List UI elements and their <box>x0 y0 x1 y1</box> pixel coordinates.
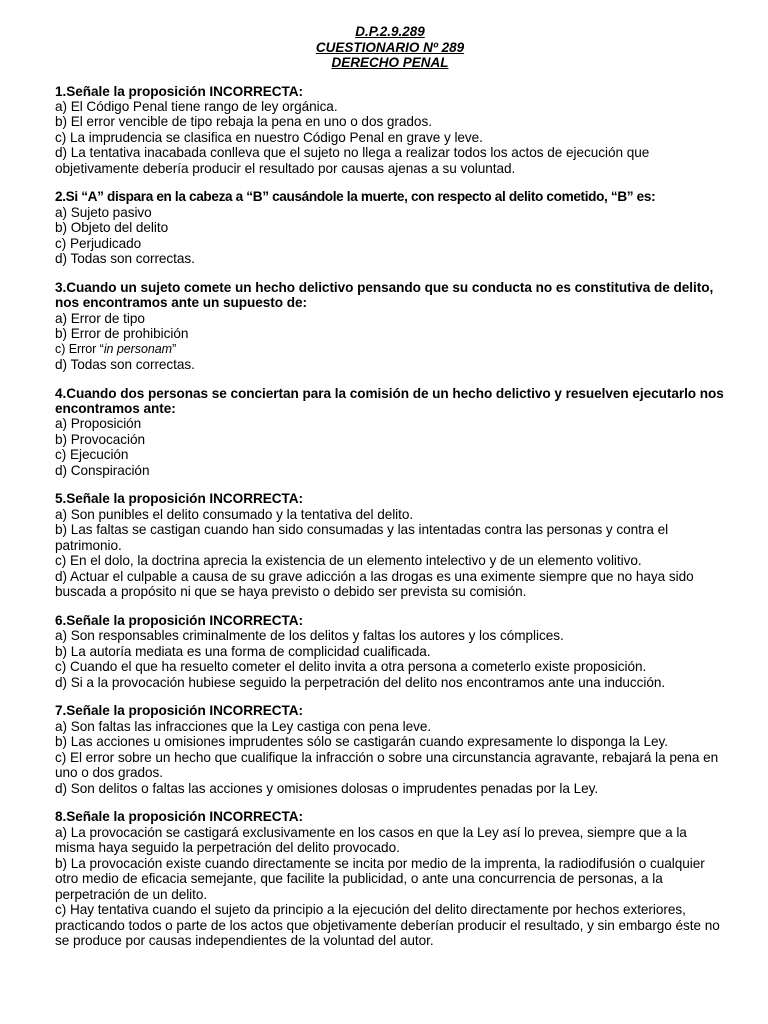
option-b: b) La provocación existe cuando directamente se incita por medio de la imprenta, la radiodifusión o cualquier otro medio de eficacia semejante, que facilite la publicidad, o ante una concurrencia de personas, a la perpetración de un delito. <box>55 855 705 902</box>
question-title: 7.Señale la proposición INCORRECTA: <box>55 703 304 719</box>
option-a: a) Sujeto pasivo <box>55 204 152 220</box>
option-d: d) Si a la provocación hubiese seguido la perpetración del delito nos encontramos ante una inducción. <box>55 674 666 690</box>
option-d: d) La tentativa inacabada conlleva que el sujeto no llega a realizar todos los actos de ejecución que objetivamente debería producir el resultado por causas ajenas a su voluntad. <box>55 145 650 176</box>
document-code: D.P.2.9.289 <box>355 24 425 39</box>
question-title: 5.Señale la proposición INCORRECTA: <box>55 491 304 507</box>
question-title: 8.Señale la proposición INCORRECTA: <box>55 809 304 825</box>
option-a: a) Son responsables criminalmente de los delitos y faltas los autores y los cómplices. <box>55 628 564 644</box>
option-b: b) Provocación <box>55 431 145 447</box>
question-title: 3.Cuando un sujeto comete un hecho delictivo pensando que su conducta no es constitutiva de delito, nos encontramos ante un supuesto de: <box>55 279 714 311</box>
option-c-italic: in personam <box>103 341 173 356</box>
option-c: c) La imprudencia se clasifica en nuestro Código Penal en grave y leve. <box>55 129 483 145</box>
option-c <box>55 342 728 358</box>
option-a: a) Son punibles el delito consumado y la tentativa del delito. <box>55 506 414 522</box>
option-d: d) Todas son correctas. <box>55 357 195 373</box>
option-a: a) La provocación se castigará exclusivamente en los casos en que la Ley así lo prevea, siempre que a la misma haya seguido la perpetración del delito provocado. <box>55 824 687 856</box>
question-1 <box>55 84 728 177</box>
option-c: c) Perjudicado <box>55 235 142 251</box>
questionnaire-title: CUESTIONARIO Nº 289 <box>315 39 465 55</box>
option-a: a) Proposición <box>55 416 142 432</box>
document-header <box>180 24 600 71</box>
option-c: c) En el dolo, la doctrina aprecia la existencia de un elemento intelectivo y de un elemento volitivo. <box>55 553 642 569</box>
question-3 <box>55 280 728 373</box>
question-title: 1.Señale la proposición INCORRECTA: <box>55 83 304 99</box>
question-title: 6.Señale la proposición INCORRECTA: <box>55 612 304 628</box>
option-c: c) Cuando el que ha resuelto cometer el delito invita a otra persona a cometerlo existe proposición. <box>55 659 647 675</box>
question-title: 4.Cuando dos personas se conciertan para la comisión de un hecho delictivo y resuelven ejecutarlo nos encontramos ante: <box>55 385 724 417</box>
question-5 <box>55 491 728 599</box>
question-6 <box>55 613 728 690</box>
option-b: b) La autoría mediata es una forma de complicidad cualificada. <box>55 643 431 659</box>
option-c-suffix: ” <box>172 341 177 356</box>
option-d: d) Todas son correctas. <box>55 251 195 267</box>
question-4 <box>55 386 728 479</box>
option-b: b) El error vencible de tipo rebaja la pena en uno o dos grados. <box>55 114 432 130</box>
option-a: a) Son faltas las infracciones que la Ley castiga con pena leve. <box>55 718 432 734</box>
option-b: b) Error de prohibición <box>55 326 189 342</box>
option-b: b) Las acciones u omisiones imprudentes sólo se castigarán cuando expresamente lo disponga la Ley. <box>55 734 668 750</box>
option-d: d) Son delitos o faltas las acciones y omisiones dolosas o imprudentes penadas por la Ley. <box>55 780 599 796</box>
option-a: a) Error de tipo <box>55 310 145 326</box>
option-b: b) Objeto del delito <box>55 220 169 236</box>
option-d: d) Conspiración <box>55 462 150 478</box>
option-c: c) Hay tentativa cuando el sujeto da principio a la ejecución del delito directamente por hechos exteriores, practicando todos o parte de los actos que objetivamente deberían producir el resultado, y sin embargo éste no se produce por causas independientes de la voluntad del autor. <box>55 902 720 949</box>
question-2 <box>55 189 728 266</box>
subject-title: DERECHO PENAL <box>331 55 449 70</box>
option-c: c) El error sobre un hecho que cualifique la infracción o sobre una circunstancia agravante, rebajará la pena en uno o dos grados. <box>55 749 719 781</box>
question-title: 2.Si “A” dispara en la cabeza a “B” causándole la muerte, con respecto al delito cometido, “B” es: <box>55 189 656 205</box>
question-8 <box>55 809 728 948</box>
option-d: d) Actuar el culpable a causa de su grave adicción a las drogas es una eximente siempre que no haya sido buscada a propósito ni que se haya previsto o debido ser prevista su comisión. <box>55 568 694 600</box>
question-7 <box>55 703 728 796</box>
option-c-prefix: c) Error “ <box>55 341 104 356</box>
option-b: b) Las faltas se castigan cuando han sido consumadas y las intentadas contra las personas y contra el patrimonio. <box>55 522 669 553</box>
option-c: c) Ejecución <box>55 447 129 463</box>
option-a: a) El Código Penal tiene rango de ley orgánica. <box>55 98 338 114</box>
